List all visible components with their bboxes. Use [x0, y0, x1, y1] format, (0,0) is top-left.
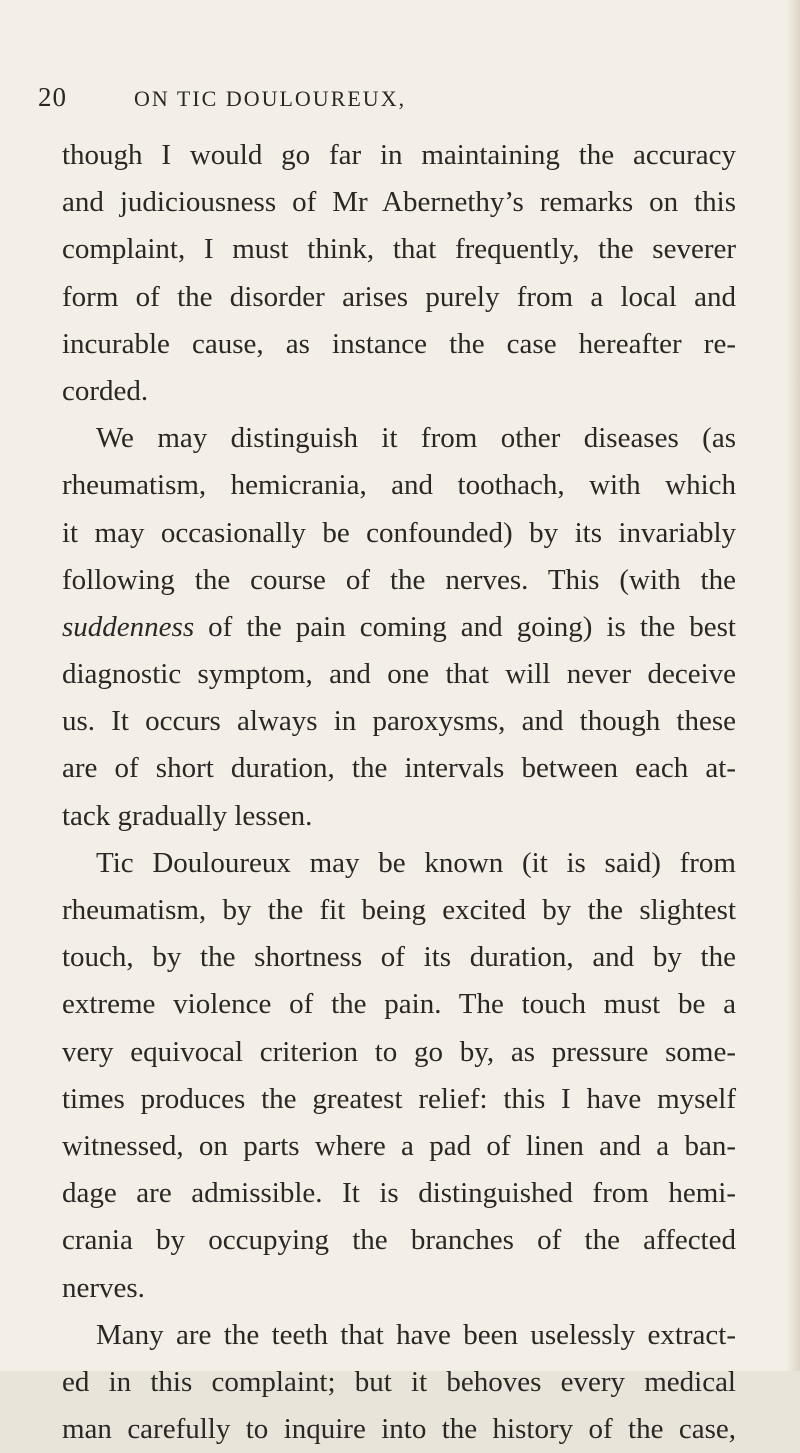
text-line: us. It occurs always in paroxysms, and though these	[62, 705, 736, 738]
text-line: tack gradually lessen.	[62, 799, 313, 832]
text-line: though I would go far in maintaining the accuracy	[62, 139, 736, 171]
text-line: rheumatism, hemicrania, and toothach, with which	[62, 469, 736, 502]
text-line: witnessed, on parts where a pad of linen and a ban-	[62, 1129, 736, 1162]
text-line: Many are the teeth that have been uselessly extract-	[96, 1318, 736, 1351]
text-line: rheumatism, by the fit being excited by the slightest	[62, 894, 736, 926]
page-number: 20	[38, 82, 67, 112]
text-line: touch, by the shortness of its duration, and by the	[62, 941, 736, 974]
running-head: ON TIC DOULOUREUX,	[134, 86, 407, 111]
text-line: dage are admissible. It is distinguished from hemi-	[62, 1177, 736, 1210]
text-line: very equivocal criterion to go by, as pressure some-	[62, 1035, 736, 1068]
text-line: We may distinguish it from other diseases (as	[96, 422, 736, 455]
text-line: ed in this complaint; but it behoves every medical	[62, 1365, 736, 1398]
page-edge-shadow	[786, 0, 800, 1371]
text-line-rest: of the pain coming and going) is the best	[194, 610, 736, 643]
text-line: complaint, I must think, that frequently, the severer	[62, 233, 736, 266]
text-line: it may occasionally be confounded) by its invariably	[62, 516, 736, 549]
text-line: nerves.	[62, 1271, 145, 1304]
text-line: are of short duration, the intervals between each at-	[62, 752, 736, 785]
text-line: form of the disorder arises purely from a local and	[62, 280, 736, 313]
text-line: extreme violence of the pain. The touch must be a	[62, 988, 736, 1021]
text-line: incurable cause, as instance the case hereafter re-	[62, 327, 736, 360]
text-line: times produces the greatest relief: this I have myself	[62, 1082, 736, 1115]
text-line: following the course of the nerves. This (with the	[62, 563, 736, 596]
emphasized-word: suddenness	[62, 610, 195, 643]
text-line: corded.	[62, 374, 149, 407]
text-line: Tic Douloureux may be known (it is said) from	[96, 846, 736, 879]
text-line: man carefully to inquire into the history of the case,	[62, 1413, 736, 1446]
page-header	[38, 82, 598, 122]
text-line: and judiciousness of Mr Abernethy’s remarks on this	[62, 186, 736, 219]
body-text	[62, 132, 736, 1453]
text-line: crania by occupying the branches of the affected	[62, 1224, 736, 1257]
text-line: diagnostic symptom, and one that will never deceive	[62, 658, 736, 691]
text-line	[62, 604, 736, 651]
